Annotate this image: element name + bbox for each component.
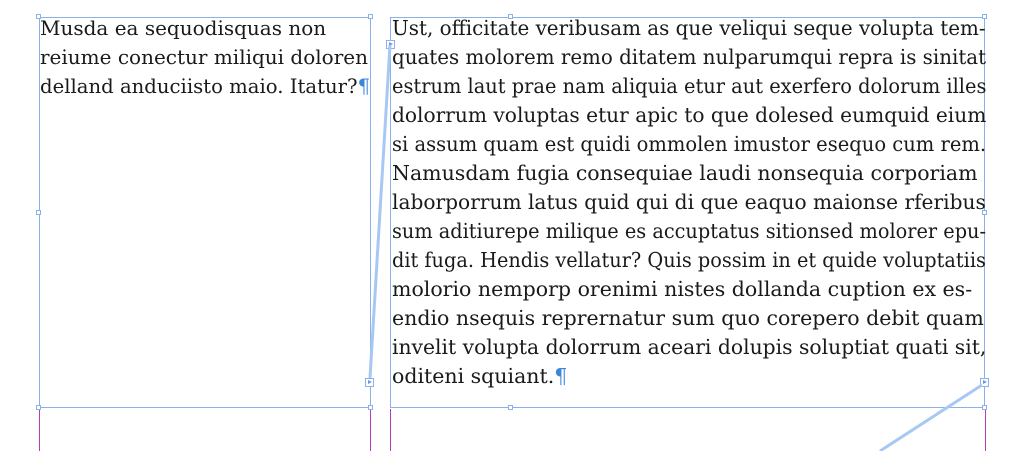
story-text-right[interactable] bbox=[392, 14, 986, 391]
text-line: endio nsequis reprernatur sum quo corepero debit quam bbox=[392, 306, 984, 330]
frame-handle-bottom-left[interactable] bbox=[36, 405, 41, 410]
text-line: invelit volupta dolorrum aceari dolupis soluptiat quati sit, bbox=[392, 335, 987, 359]
thread-line bbox=[370, 45, 390, 378]
out-port-icon[interactable] bbox=[365, 378, 374, 387]
story-text-left[interactable] bbox=[40, 14, 370, 101]
frame-handle-bottom-right[interactable] bbox=[982, 405, 987, 410]
text-line: Musda ea sequodisquas non bbox=[40, 16, 327, 40]
text-line: sum aditiurepe milique es accuptatus sitionsed molorer epu- bbox=[392, 219, 986, 243]
frame-handle-bottom-center[interactable] bbox=[508, 405, 513, 410]
column-guide bbox=[390, 409, 391, 451]
pilcrow-icon: ¶ bbox=[554, 364, 568, 388]
frame-handle-bottom-right[interactable] bbox=[368, 405, 373, 410]
column-guide bbox=[39, 409, 40, 451]
pilcrow-icon: ¶ bbox=[357, 74, 371, 98]
text-line: reiume conectur miliqui doloren bbox=[40, 45, 368, 69]
text-line bbox=[392, 362, 986, 391]
text-line: molorio nemporp orenimi nistes dollanda cuption ex es- bbox=[392, 277, 973, 301]
text-line-content: delland anduciisto maio. Itatur? bbox=[40, 74, 358, 98]
column-guide bbox=[370, 409, 371, 451]
text-line-content: oditeni squiant. bbox=[392, 364, 555, 388]
text-line: quates molorem remo ditatem nulparumqui repra is sinitat bbox=[392, 45, 987, 69]
text-line: dit fuga. Hendis vellatur? Quis possim in et quide voluptatiis bbox=[392, 248, 986, 272]
frame-handle-middle-left[interactable] bbox=[36, 210, 41, 215]
column-guide bbox=[985, 409, 986, 451]
text-line bbox=[40, 72, 371, 101]
text-line: dolorrum voluptas etur apic to que dolesed eumquid eium bbox=[392, 103, 987, 127]
text-line: si assum quam est quidi ommolen imustor esequo cum rem. bbox=[392, 132, 987, 156]
text-line: laborporrum latus quid qui di que eaquo maionse rferibus bbox=[392, 190, 986, 214]
text-line: Namusdam fugia consequiae laudi nonsequia corporiam bbox=[392, 161, 978, 185]
text-line: Ust, officitate veribusam as que veliqui seque volupta tem- bbox=[392, 16, 986, 40]
text-line: estrum laut prae nam aliquia etur aut exerfero dolorum illes bbox=[392, 74, 987, 98]
